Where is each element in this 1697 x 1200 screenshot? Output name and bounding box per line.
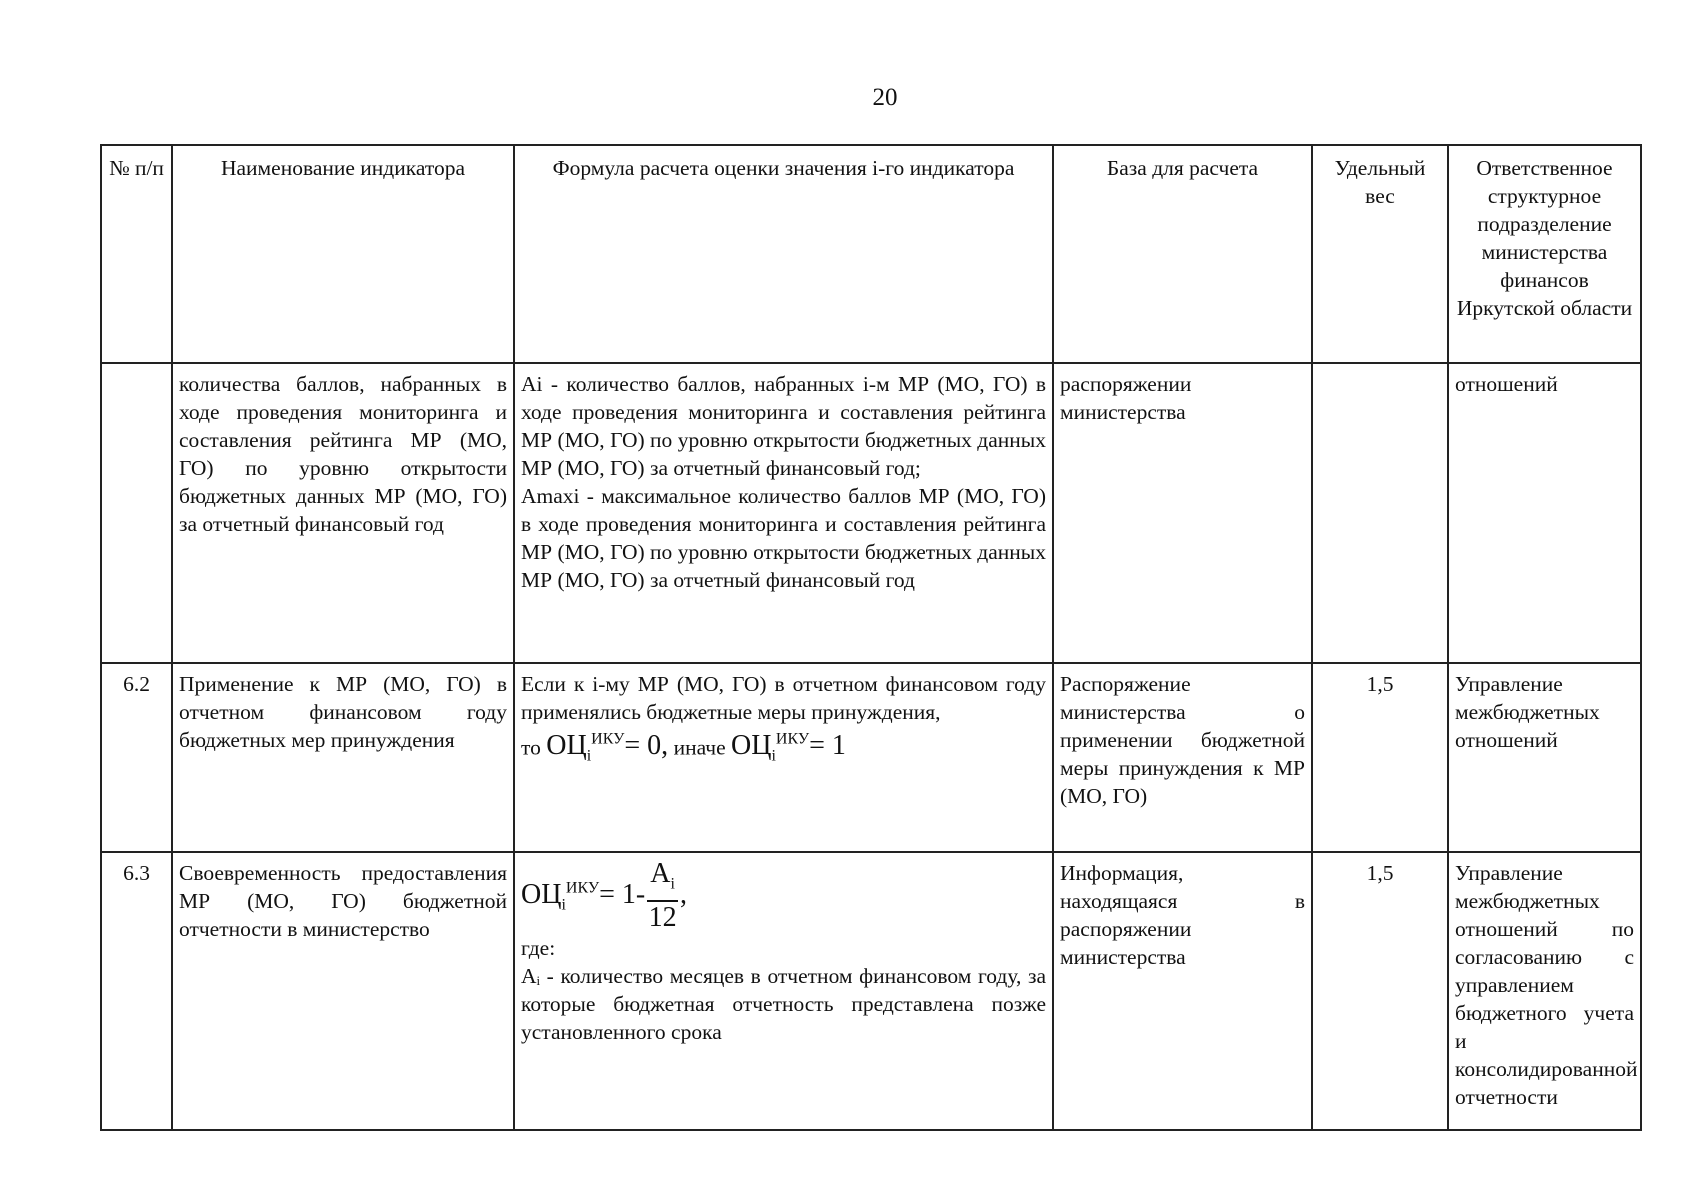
formula-paragraph: Ai - количество баллов, набранных i-м МР (МО, ГО) в ходе проведения мониторинга и составления рейтинга МР (МО, ГО) по уровню открытости бюджетных данных МР (МО, ГО) за отчетный финансовый год; [521, 372, 1046, 480]
row-weight [1312, 363, 1448, 663]
row-base: Распоряжение министерства о применении бюджетной меры принуждения к МР (МО, ГО) [1053, 663, 1312, 852]
row-num: 6.3 [101, 852, 172, 1130]
formula-description: Aᵢ - количество месяцев в отчетном финансовом году, за которые бюджетная отчетность представлена позже установленного срока [521, 963, 1046, 1044]
table-row [101, 363, 1641, 663]
formula-superscript: ИКУ [775, 731, 810, 748]
formula-to: то [521, 735, 541, 760]
formula-equals-one: = 1 [809, 730, 846, 762]
table-header-row [101, 145, 1641, 363]
formula-expression [521, 726, 1046, 771]
formula-oc [546, 730, 669, 765]
formula-expression [521, 859, 1046, 934]
row-name: количества баллов, набранных в ходе проведения мониторинга и составления рейтинга МР (МО, ГО) по уровню открытости бюджетных данных МР (МО, ГО) за отчетный финансовый год [172, 363, 514, 663]
formula-oc-else [731, 730, 846, 765]
row-base: Информация, находящаяся в распоряжении министерства [1053, 852, 1312, 1130]
formula-oc [521, 858, 687, 933]
formula-paragraph: Amaxi - максимальное количество баллов МР (МО, ГО) в ходе проведения мониторинга и составления рейтинга МР (МО, ГО) по уровню открытости бюджетных данных МР (МО, ГО) за отчетный финансовый год [521, 484, 1046, 592]
row-name: Своевременность предоставления МР (МО, ГО) бюджетной отчетности в министерство [172, 852, 514, 1130]
formula-equals: = 1- [599, 878, 646, 910]
numerator-symbol: A [650, 858, 671, 889]
header-formula: Формула расчета оценки значения i-го индикатора [514, 145, 1053, 363]
header-responsible: Ответственное структурное подразделение министерства финансов Иркутской области [1448, 145, 1641, 363]
header-weight: Удельный вес [1312, 145, 1448, 363]
table-row [101, 663, 1641, 852]
row-num [101, 363, 172, 663]
formula-symbol: ОЦ [546, 730, 587, 762]
row-name: Применение к МР (МО, ГО) в отчетном финансовом году бюджетных мер принуждения [172, 663, 514, 852]
header-name: Наименование индикатора [172, 145, 514, 363]
row-formula [514, 852, 1053, 1130]
page-number: 20 [872, 84, 898, 111]
formula-superscript: ИКУ [565, 879, 600, 897]
row-responsible: отношений [1448, 363, 1641, 663]
row-num: 6.2 [101, 663, 172, 852]
fraction-denominator: 12 [648, 901, 677, 933]
row-weight: 1,5 [1312, 663, 1448, 852]
formula-symbol: ОЦ [731, 730, 772, 762]
formula-subscript: i [586, 747, 592, 765]
row-responsible: Управление межбюджетных отношений по согласованию с управлением бюджетного учета и консолидированной отчетности [1448, 852, 1641, 1130]
row-weight: 1,5 [1312, 852, 1448, 1130]
row-responsible: Управление межбюджетных отношений [1448, 663, 1641, 852]
numerator-subscript: i [670, 875, 675, 893]
formula-fraction [647, 859, 678, 934]
header-num: № п/п [101, 145, 172, 363]
formula-equals-zero: = 0, [624, 730, 669, 762]
formula-subscript: i [771, 747, 776, 765]
header-base: База для расчета [1053, 145, 1312, 363]
row-formula [514, 663, 1053, 852]
indicator-table [100, 144, 1642, 1131]
formula-else: иначе [673, 735, 726, 760]
formula-comma: , [679, 878, 687, 910]
formula-text: Если к i-му МР (МО, ГО) в отчетном финансовом году применялись бюджетные меры принуждения, [521, 672, 1046, 724]
formula-superscript: ИКУ [591, 731, 625, 748]
formula-symbol: ОЦ [521, 878, 562, 910]
row-formula [514, 363, 1053, 663]
row-base: распоряжении министерства [1053, 363, 1312, 663]
fraction-numerator [647, 859, 678, 902]
formula-subscript: i [561, 896, 566, 914]
table-row [101, 852, 1641, 1130]
formula-where: где: [521, 935, 556, 960]
